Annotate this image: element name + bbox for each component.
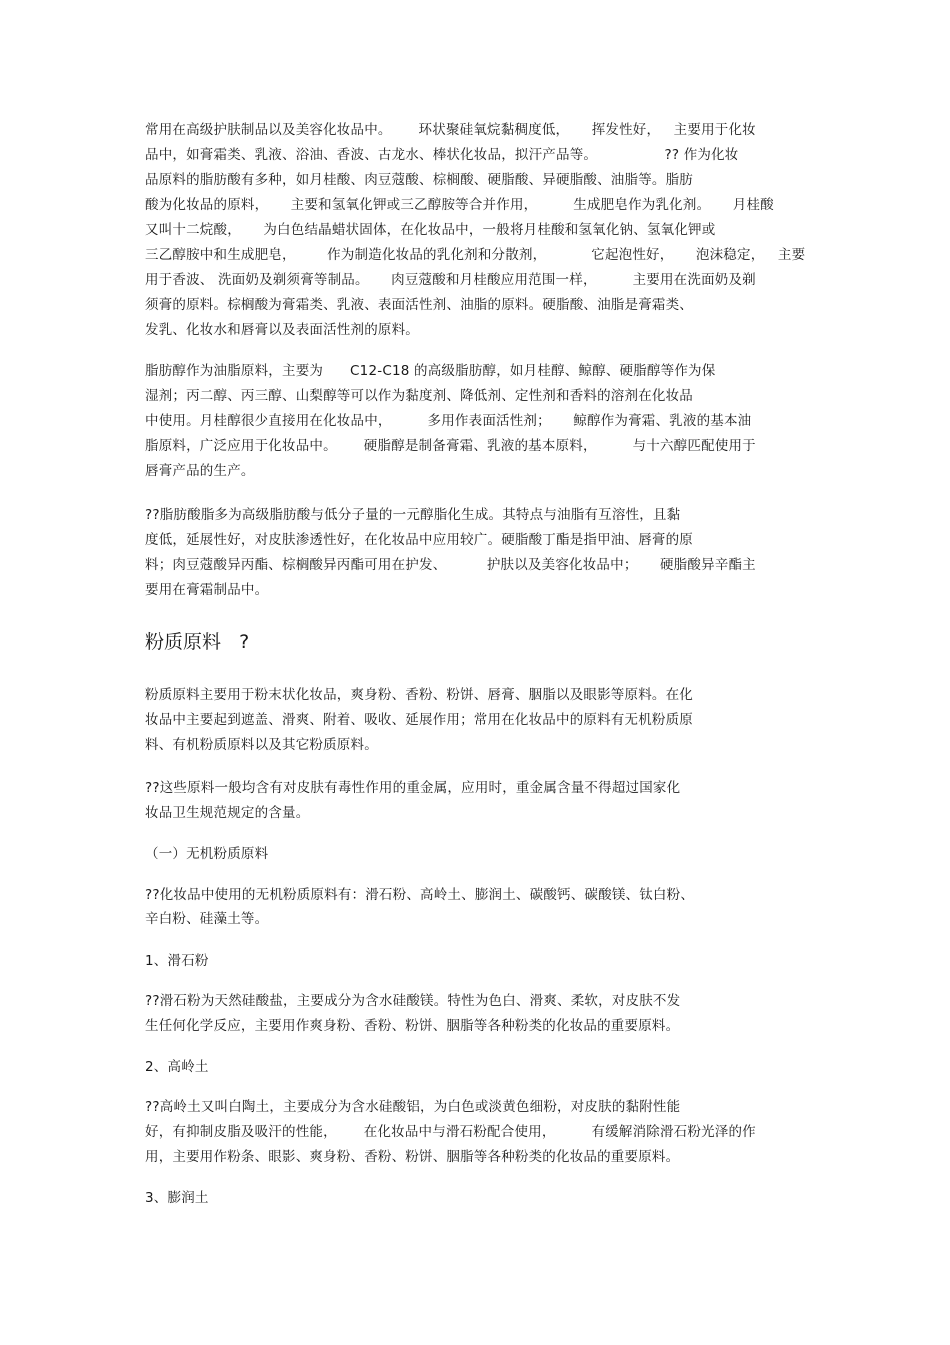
paragraph-line: 用于香波、 洗面奶及剃须膏等制品。 肉豆蔻酸和月桂酸应用范围一样， 主要用在洗面奶及剃 <box>145 272 756 288</box>
paragraph-line: 妆品卫生规范规定的含量。 <box>145 805 310 821</box>
item-heading: 1、滑石粉 <box>145 953 209 969</box>
paragraph-line: 用，主要用作粉条、眼影、爽身粉、香粉、粉饼、胭脂等各种粉类的化妆品的重要原料。 <box>145 1149 680 1165</box>
paragraph-line: 生任何化学反应，主要用作爽身粉、香粉、粉饼、胭脂等各种粉类的化妆品的重要原料。 <box>145 1018 680 1034</box>
paragraph-line: 妆品中主要起到遮盖、滑爽、附着、吸收、延展作用；常用在化妆品中的原料有无机粉质原 <box>145 712 693 728</box>
paragraph-line: 中使用。月桂醇很少直接用在化妆品中， 多用作表面活性剂； 鲸醇作为膏霜、乳液的基本油 <box>145 413 752 429</box>
paragraph-line: ??这些原料一般均含有对皮肤有毒性作用的重金属，应用时，重金属含量不得超过国家化 <box>145 780 681 796</box>
paragraph-line: 须膏的原料。棕榈酸为膏霜类、乳液、表面活性剂、油脂的原料。硬脂酸、油脂是膏霜类、 <box>145 297 693 313</box>
paragraph-line: 发乳、化妆水和唇膏以及表面活性剂的原料。 <box>145 322 419 338</box>
paragraph-line: 料；肉豆蔻酸异丙酯、棕榈酸异丙酯可用在护发、 护肤以及美容化妆品中； 硬脂酸异辛酯主 <box>145 557 756 573</box>
paragraph-line: 品中，如膏霜类、乳液、浴油、香波、古龙水、棒状化妆品，拟汗产品等。 ?? 作为化妆 <box>145 147 739 163</box>
paragraph-line: ??滑石粉为天然硅酸盐，主要成分为含水硅酸镁。特性为色白、滑爽、柔软，对皮肤不发 <box>145 993 681 1009</box>
paragraph-line: ??脂肪酸脂多为高级脂肪酸与低分子量的一元醇脂化生成。其特点与油脂有互溶性，且黏 <box>145 507 681 523</box>
paragraph-line: 又叫十二烷酸， 为白色结晶蜡状固体，在化妆品中，一般将月桂酸和氢氧化钠、氢氧化钾或 <box>145 222 716 238</box>
paragraph-line: 要用在膏霜制品中。 <box>145 582 269 598</box>
paragraph-line: 酸为化妆品的原料， 主要和氢氧化钾或三乙醇胺等合并作用， 生成肥皂作为乳化剂。 月桂酸 <box>145 197 774 213</box>
paragraph-line: 度低，延展性好，对皮肤渗透性好，在化妆品中应用较广。硬脂酸丁酯是指甲油、唇膏的原 <box>145 532 693 548</box>
item-heading: 3、膨润土 <box>145 1190 209 1206</box>
paragraph-line: 脂肪醇作为油脂原料，主要为 C12-C18 的高级脂肪醇，如月桂醇、鲸醇、硬脂醇等作为保 <box>145 363 716 379</box>
paragraph-line: 品原料的脂肪酸有多种，如月桂酸、肉豆蔻酸、棕榈酸、硬脂酸、异硬脂酸、油脂等。脂肪 <box>145 172 693 188</box>
paragraph-line: 三乙醇胺中和生成肥皂， 作为制造化妆品的乳化剂和分散剂， 它起泡性好， 泡沫稳定， 主要 <box>145 247 806 263</box>
section-heading: 粉质原料 ? <box>145 631 250 653</box>
paragraph-line: 湿剂；丙二醇、丙三醇、山梨醇等可以作为黏度剂、降低剂、定性剂和香料的溶剂在化妆品 <box>145 388 693 404</box>
paragraph-line: 好，有抑制皮脂及吸汗的性能， 在化妆品中与滑石粉配合使用， 有缓解消除滑石粉光泽的作 <box>145 1124 756 1140</box>
paragraph-line: 辛白粉、硅藻土等。 <box>145 911 269 927</box>
paragraph-line: 粉质原料主要用于粉末状化妆品，爽身粉、香粉、粉饼、唇膏、胭脂以及眼影等原料。在化 <box>145 687 693 703</box>
paragraph-line: ??高岭土又叫白陶土，主要成分为含水硅酸铝，为白色或淡黄色细粉，对皮肤的黏附性能 <box>145 1099 681 1115</box>
paragraph-line: 唇膏产品的生产。 <box>145 463 255 479</box>
paragraph-line: 常用在高级护肤制品以及美容化妆品中。 环状聚硅氧烷黏稠度低， 挥发性好， 主要用于化妆 <box>145 122 756 138</box>
paragraph-line: 料、有机粉质原料以及其它粉质原料。 <box>145 737 378 753</box>
paragraph-line: ??化妆品中使用的无机粉质原料有：滑石粉、高岭土、膨润土、碳酸钙、碳酸镁、钛白粉、 <box>145 887 695 903</box>
paragraph-line: 脂原料，广泛应用于化妆品中。 硬脂醇是制备膏霜、乳液的基本原料， 与十六醇匹配使用于 <box>145 438 756 454</box>
subsection-heading: （一）无机粉质原料 <box>145 846 269 862</box>
item-heading: 2、高岭土 <box>145 1059 209 1075</box>
